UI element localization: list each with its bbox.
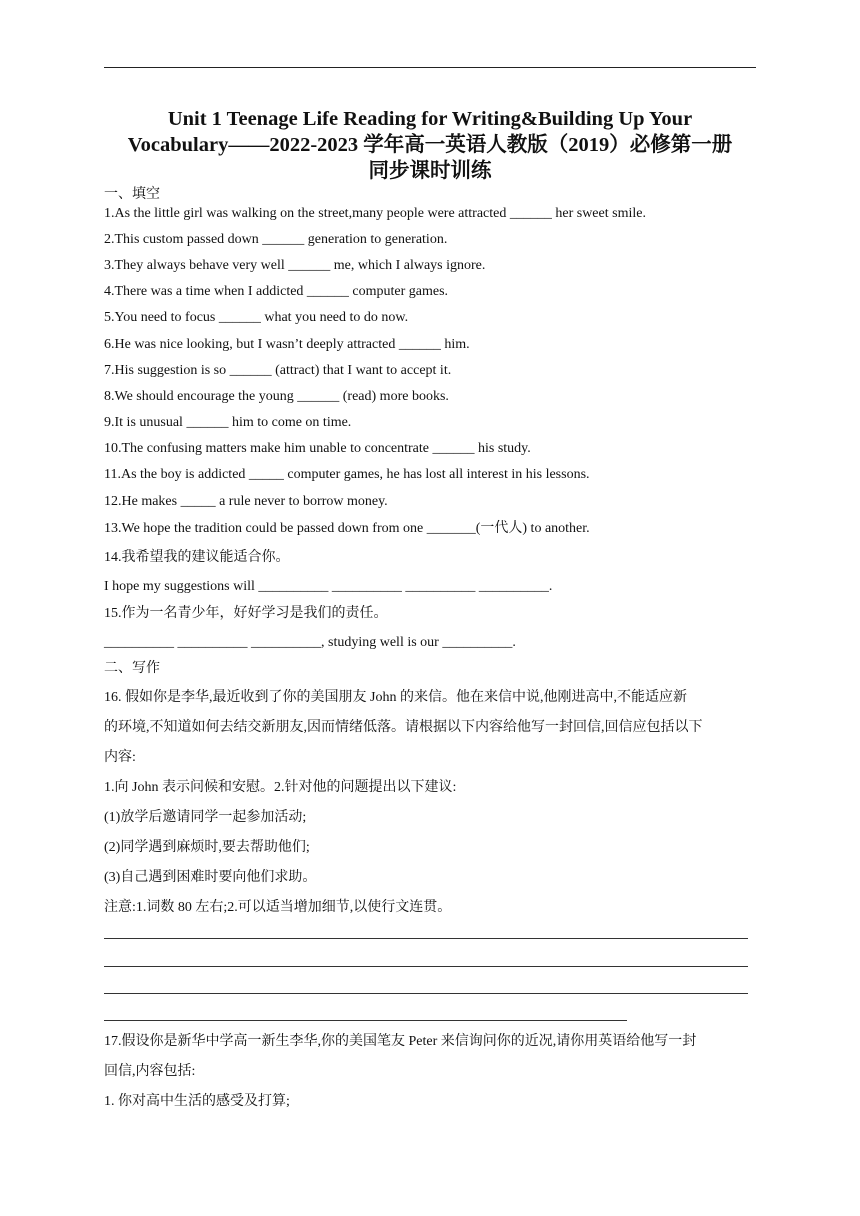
q16-line-4: 1.向 John 表示问候和安慰。2.针对他的问题提出以下建议: bbox=[104, 780, 457, 795]
fill-item-15-answer: __________ __________ __________, studying well is our __________. bbox=[104, 635, 516, 650]
fill-item-14-answer: I hope my suggestions will __________ __________ __________ __________. bbox=[104, 579, 553, 594]
q16-line-2: 的环境,不知道如何去结交新朋友,因而情绪低落。请根据以下内容给他写一封回信,回信应包括以下 bbox=[104, 720, 703, 735]
q16-line-5: (1)放学后邀请同学一起参加活动; bbox=[104, 810, 307, 825]
answer-line-1 bbox=[104, 938, 748, 939]
q17-line-3: 1. 你对高中生活的感受及打算; bbox=[104, 1094, 290, 1109]
q16-line-7: (3)自己遇到困难时要向他们求助。 bbox=[104, 870, 317, 885]
fill-item-1: 1.As the little girl was walking on the street,many people were attracted ______ her sweet smile. bbox=[104, 206, 646, 221]
fill-item-12: 12.He makes _____ a rule never to borrow money. bbox=[104, 494, 388, 509]
section-heading-writing: 二、写作 bbox=[104, 661, 160, 676]
fill-item-15-prompt: 15.作为一名青少年，好好学习是我们的责任。 bbox=[104, 606, 388, 621]
fill-item-13: 13.We hope the tradition could be passed down from one _______(一代人) to another. bbox=[104, 521, 590, 536]
fill-item-9: 9.It is unusual ______ him to come on time. bbox=[104, 415, 352, 430]
fill-item-3: 3.They always behave very well ______ me, which I always ignore. bbox=[104, 258, 486, 273]
answer-line-4 bbox=[104, 1020, 627, 1021]
q17-line-1: 17.假设你是新华中学高一新生李华,你的美国笔友 Peter 来信询问你的近况,请你用英语给他写一封 bbox=[104, 1034, 697, 1049]
q16-line-1: 16. 假如你是李华,最近收到了你的美国朋友 John 的来信。他在来信中说,他刚进高中,不能适应新 bbox=[104, 690, 687, 705]
document-title bbox=[104, 106, 756, 184]
title-line-3: 同步课时训练 bbox=[368, 160, 492, 182]
q17-line-2: 回信,内容包括: bbox=[104, 1064, 196, 1079]
answer-line-3 bbox=[104, 993, 748, 994]
fill-item-7: 7.His suggestion is so ______ (attract) that I want to accept it. bbox=[104, 363, 452, 378]
title-line-2: Vocabulary——2022-2023 学年高一英语人教版（2019）必修第一册 bbox=[127, 134, 733, 156]
q16-line-3: 内容: bbox=[104, 750, 136, 765]
fill-item-11: 11.As the boy is addicted _____ computer games, he has lost all interest in his lessons. bbox=[104, 467, 590, 482]
fill-item-4: 4.There was a time when I addicted ______ computer games. bbox=[104, 284, 449, 299]
q16-line-8: 注意:1.词数 80 左右;2.可以适当增加细节,以使行文连贯。 bbox=[104, 900, 452, 915]
fill-item-2: 2.This custom passed down ______ generation to generation. bbox=[104, 232, 448, 247]
answer-line-2 bbox=[104, 966, 748, 967]
fill-item-14-prompt: 14.我希望我的建议能适合你。 bbox=[104, 550, 290, 565]
header-rule bbox=[104, 67, 756, 68]
fill-item-6: 6.He was nice looking, but I wasn’t deeply attracted ______ him. bbox=[104, 337, 470, 352]
fill-item-10: 10.The confusing matters make him unable to concentrate ______ his study. bbox=[104, 441, 531, 456]
q16-line-6: (2)同学遇到麻烦时,要去帮助他们; bbox=[104, 840, 310, 855]
fill-item-8: 8.We should encourage the young ______ (read) more books. bbox=[104, 389, 449, 404]
section-heading-fill: 一、填空 bbox=[104, 187, 160, 202]
title-line-1: Unit 1 Teenage Life Reading for Writing&Building Up Your bbox=[167, 108, 693, 130]
fill-item-5: 5.You need to focus ______ what you need to do now. bbox=[104, 310, 409, 325]
